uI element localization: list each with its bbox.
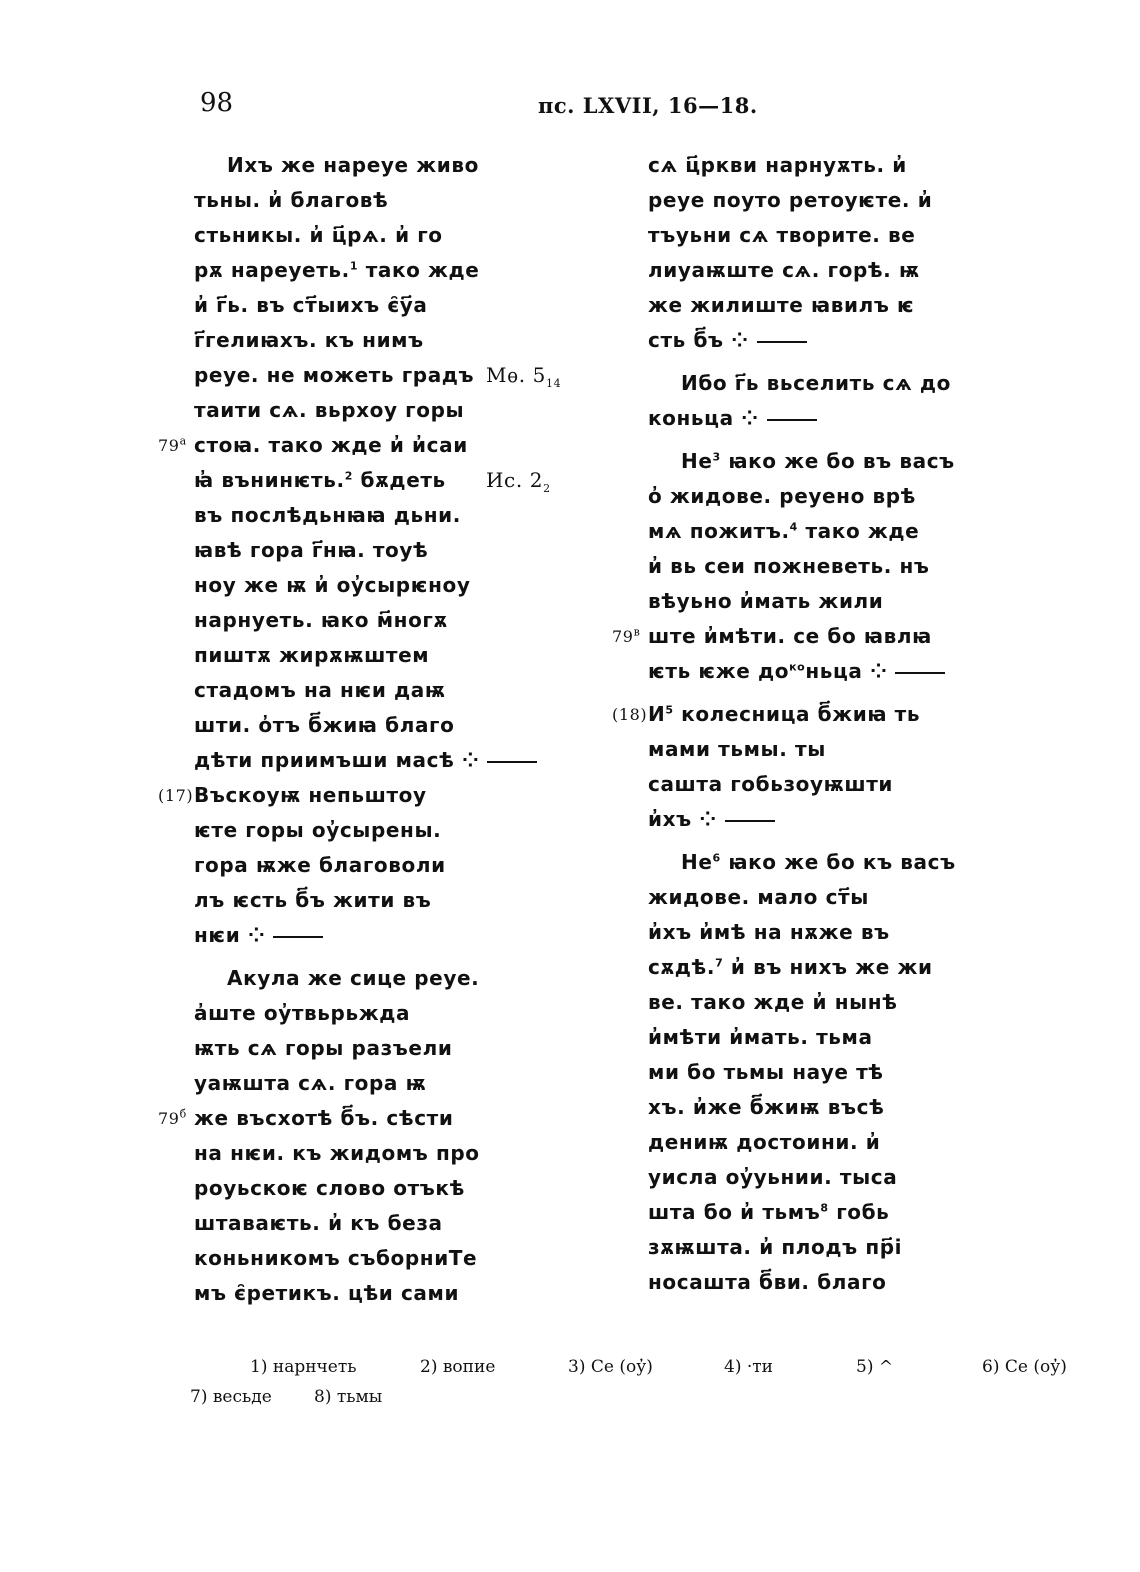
line-text: ноу же ѭ и̓ оу̓сырѥноу (194, 573, 471, 597)
line-text: нарнуеть. ꙗко м҃ногѫ (194, 608, 448, 632)
text-line (648, 1195, 956, 1230)
text-line (648, 218, 956, 253)
footnote-number: 1) (250, 1357, 273, 1377)
line-text: рѫ нареуеть. (194, 258, 350, 282)
text-line (194, 848, 537, 883)
stop-dash (487, 761, 537, 763)
line-text: Въскоуѭ непьштоу (194, 783, 427, 807)
margin-label: $79^в$ (612, 625, 641, 646)
text-line (158, 1101, 537, 1136)
text-line (648, 880, 956, 915)
line-text: таити сѧ. вьрхоу горы (194, 398, 465, 422)
footnote-text: ·ти (746, 1357, 773, 1377)
footnote-ref: ко (789, 660, 806, 674)
footnote-ref: 1 (349, 259, 359, 273)
text-line (648, 1020, 956, 1055)
text-line (194, 918, 537, 953)
line-text: Акула же сице реуе. (227, 966, 480, 990)
line-text: дѣти приимъши масѣ (194, 748, 455, 772)
line-text: коньникомъ съборниТе (194, 1246, 478, 1270)
footnote-number: 6) (982, 1357, 1005, 1377)
margin-label: (18) (612, 705, 648, 724)
text-line (648, 323, 956, 358)
text-line (648, 915, 956, 950)
text-line (194, 1276, 537, 1311)
line-text-tail: гобь (828, 1200, 890, 1224)
footnote-ref: 3 (712, 450, 721, 464)
stop-mark: ⁘ (454, 748, 480, 772)
line-text: вѣуьно и̓мать жили (648, 589, 884, 613)
text-line (194, 218, 537, 253)
text-line (194, 253, 537, 288)
text-line (648, 253, 956, 288)
stop-mark: ⁘ (240, 923, 266, 947)
left-column (158, 148, 562, 1311)
line-text: уисла оу̓уьнии. тыса (648, 1165, 898, 1189)
text-line (648, 549, 956, 584)
line-text: а̓ште оу̓твьрьжда (194, 1001, 411, 1025)
text-line (648, 732, 956, 767)
text-line (194, 533, 537, 568)
stop-dash (895, 672, 945, 674)
footnote-text: весьде (212, 1387, 272, 1407)
stop-dash (767, 419, 817, 421)
footnote-item (568, 1357, 653, 1377)
text-line (612, 619, 956, 654)
margin-label: $79^б$ (158, 1107, 187, 1128)
line-text: реуе поуто ретоуѥте. и̓ (648, 188, 933, 212)
running-title: пс. LXVII, 16—18. (538, 93, 758, 118)
text-line (194, 673, 537, 708)
line-text: стадомъ на нѥи даѭ (194, 678, 446, 702)
line-text: жидове. мало ст҃ы (648, 885, 869, 909)
text-line (648, 148, 956, 183)
text-line (194, 961, 537, 996)
text-line (194, 288, 537, 323)
line-text: Ибо г҃ь вьселить сѧ до (681, 371, 952, 395)
footnote-ref: 5 (665, 703, 674, 717)
line-text: сѫдѣ. (648, 955, 716, 979)
line-text: шти. о̓тъ б҃жиꙗ благо (194, 713, 455, 737)
text-line (648, 654, 956, 689)
text-line (648, 183, 956, 218)
line-text: лиуаѭште сѧ. горѣ. ѭ (648, 258, 920, 282)
line-text: и̓хъ и̓мѣ на нѫже въ (648, 920, 890, 944)
citation-sub: 2 (543, 482, 551, 495)
stop-mark: ⁘ (733, 406, 759, 430)
text-line (648, 845, 956, 880)
footnote-item (314, 1387, 382, 1407)
line-text: Не (681, 850, 713, 874)
text-line (194, 1066, 537, 1101)
text-line (194, 603, 537, 638)
line-text: коньца (648, 406, 734, 430)
text-line (648, 767, 956, 802)
line-text-tail: ньца (805, 659, 863, 683)
stop-dash (725, 820, 775, 822)
line-text: ве. тако жде и̓ нынѣ (648, 990, 898, 1014)
text-line (194, 1206, 537, 1241)
footnote-ref: 8 (820, 1201, 829, 1215)
line-text: стьникы. и̓ ц҃рѧ. и̓ го (194, 223, 443, 247)
text-line (648, 1230, 956, 1265)
text-line (194, 463, 551, 498)
footnote-ref: 7 (715, 956, 724, 970)
footnote-item (724, 1357, 773, 1377)
scripture-citation: Мѳ. $5_{14}$ (486, 363, 562, 390)
line-text: сашта гобьзоуѭшти (648, 772, 894, 796)
line-text: реуе. не можеть градъ (194, 363, 475, 387)
text-line (158, 778, 537, 813)
footnote-number: 4) (724, 1357, 747, 1377)
text-line (648, 1265, 956, 1300)
text-line (612, 697, 956, 732)
line-text: сѧ ц҃ркви нарнуѫть. и̓ (648, 153, 907, 177)
line-text: и̓мѣти и̓мать. тьма (648, 1025, 873, 1049)
text-line (194, 883, 537, 918)
line-text: въ послѣдьнꙗꙗ дьни. (194, 503, 461, 527)
text-line (194, 743, 537, 778)
line-text: зѫѭшта. и̓ плодъ пр҃і (648, 1235, 903, 1259)
line-text: о̓ жидове. реуено врѣ (648, 484, 916, 508)
text-line (194, 393, 537, 428)
text-line (194, 323, 537, 358)
line-text: Не (681, 449, 713, 473)
stop-mark: ⁘ (862, 659, 888, 683)
footnote-item (420, 1357, 495, 1377)
text-line (648, 1160, 956, 1195)
text-line (194, 1171, 537, 1206)
line-text-tail: бѫдеть (352, 468, 446, 492)
footnote-text: вопие (442, 1357, 496, 1377)
footnote-text: Се (оу̓) (590, 1357, 653, 1377)
citation-sub: 14 (545, 377, 562, 390)
page-number: 98 (200, 88, 234, 118)
text-line (648, 401, 956, 436)
line-text: стоꙗ. тако жде и̓ и̓саи (194, 433, 468, 457)
footnote-item (250, 1357, 357, 1377)
line-text-tail: ꙗко же бо въ васъ (720, 449, 955, 473)
text-line (194, 568, 537, 603)
footnote-number: 7) (190, 1387, 213, 1407)
line-text: нѥи (194, 923, 241, 947)
line-text: на нѥи. къ жидомъ про (194, 1141, 480, 1165)
line-text: И (648, 702, 666, 726)
stop-dash (273, 936, 323, 938)
text-line (194, 638, 537, 673)
text-line (194, 183, 537, 218)
line-text: пиштѫ жирѫѭштем (194, 643, 430, 667)
text-line (194, 148, 537, 183)
line-text: ѭть сѧ горы разъели (194, 1036, 453, 1060)
line-text-tail: тако жде (797, 519, 920, 543)
text-line (194, 708, 537, 743)
line-text: же жилиште ꙗвилъ ѥ (648, 293, 915, 317)
line-text: г҃гелиꙗхъ. къ нимъ (194, 328, 424, 352)
footnote-ref: 4 (789, 520, 798, 534)
line-text: и̓хъ (648, 807, 692, 831)
margin-label: (17) (158, 786, 194, 805)
line-text: ѥть ѥже до (648, 659, 790, 683)
line-text: роуьскоѥ слово отъкѣ (194, 1176, 465, 1200)
stop-mark: ⁘ (691, 807, 717, 831)
text-line (648, 366, 956, 401)
text-line (194, 996, 537, 1031)
margin-label-sup: в (633, 625, 641, 639)
line-text: ѥте горы оу̓сырены. (194, 818, 442, 842)
line-text: и̓ вь сеи пожневеть. нъ (648, 554, 930, 578)
footnote-item (982, 1357, 1067, 1377)
footnote-ref: 2 (344, 469, 353, 483)
text-line (648, 288, 956, 323)
text-line (648, 1090, 956, 1125)
line-text: уаѭшта сѧ. гора ѭ (194, 1071, 427, 1095)
line-text: дениѭ достоини. и̓ (648, 1130, 881, 1154)
line-text: же въсхотѣ б҃ъ. сѣсти (194, 1106, 454, 1130)
stop-dash (757, 341, 807, 343)
text-line (648, 514, 956, 549)
line-text: сть б҃ъ (648, 328, 724, 352)
text-line (648, 1055, 956, 1090)
line-text: Ихъ же нареуе живо (227, 153, 479, 177)
line-text: мами тьмы. ты (648, 737, 826, 761)
line-text: лъ ѥсть б҃ъ жити въ (194, 888, 432, 912)
text-line (194, 813, 537, 848)
footnote-number: 3) (568, 1357, 591, 1377)
line-text: штаваѥть. и̓ къ беза (194, 1211, 443, 1235)
text-line (194, 1031, 537, 1066)
line-text: мѧ пожитъ. (648, 519, 790, 543)
footnote-text: ^ (878, 1357, 894, 1377)
line-text: ми бо тьмы науе тѣ (648, 1060, 884, 1084)
line-text: ꙗвѣ гора г҃нꙗ. тоуѣ (194, 538, 429, 562)
footnote-item (856, 1357, 893, 1377)
text-line (648, 950, 956, 985)
text-line (194, 1136, 537, 1171)
text-line (194, 498, 537, 533)
text-line (648, 802, 956, 837)
stop-mark: ⁘ (723, 328, 749, 352)
text-line (194, 358, 562, 393)
line-text: и̓ г҃ь. въ ст҃ыихъ є̑у҃а (194, 293, 428, 317)
line-text: ꙗ̓ вънинѥть. (194, 468, 345, 492)
footnote-text: тьмы (336, 1387, 383, 1407)
margin-label: $79^а$ (158, 434, 187, 455)
line-text: ште и̓мѣти. се бо ꙗвлꙗ (648, 624, 932, 648)
line-text-tail: ꙗко же бо къ васъ (720, 850, 956, 874)
line-text-tail: и̓ въ нихъ же жи (723, 955, 933, 979)
text-line (158, 428, 537, 463)
scripture-citation: Ис. $2_2$ (486, 468, 551, 495)
footnote-text: Се (оу̓) (1004, 1357, 1067, 1377)
text-line (648, 985, 956, 1020)
line-text: тъуьни сѧ творите. ве (648, 223, 916, 247)
text-line (648, 584, 956, 619)
footnote-number: 5) (856, 1357, 879, 1377)
line-text: носашта б҃ви. благо (648, 1270, 887, 1294)
text-line (648, 444, 956, 479)
footnote-item (190, 1387, 272, 1407)
footnote-text: нарнчеть (272, 1357, 357, 1377)
margin-label-sup: а (179, 434, 187, 448)
footnote-ref: 6 (712, 851, 721, 865)
line-text: шта бо и̓ тьмъ (648, 1200, 821, 1224)
margin-label-sup: б (179, 1107, 187, 1121)
line-text-tail: колесница б҃жиꙗ ть (673, 702, 921, 726)
line-text-tail: тако жде (358, 258, 480, 282)
line-text: тьны. и̓ благовѣ (194, 188, 389, 212)
text-line (194, 1241, 537, 1276)
text-line (648, 1125, 956, 1160)
footnote-number: 8) (314, 1387, 337, 1407)
text-line (648, 479, 956, 514)
footnote-number: 2) (420, 1357, 443, 1377)
right-column (612, 148, 956, 1300)
line-text: гора ѭже благоволи (194, 853, 446, 877)
line-text: хъ. и̓же б҃жиѭ въсѣ (648, 1095, 885, 1119)
line-text: мъ є̑ретикъ. цѣи сами (194, 1281, 460, 1305)
